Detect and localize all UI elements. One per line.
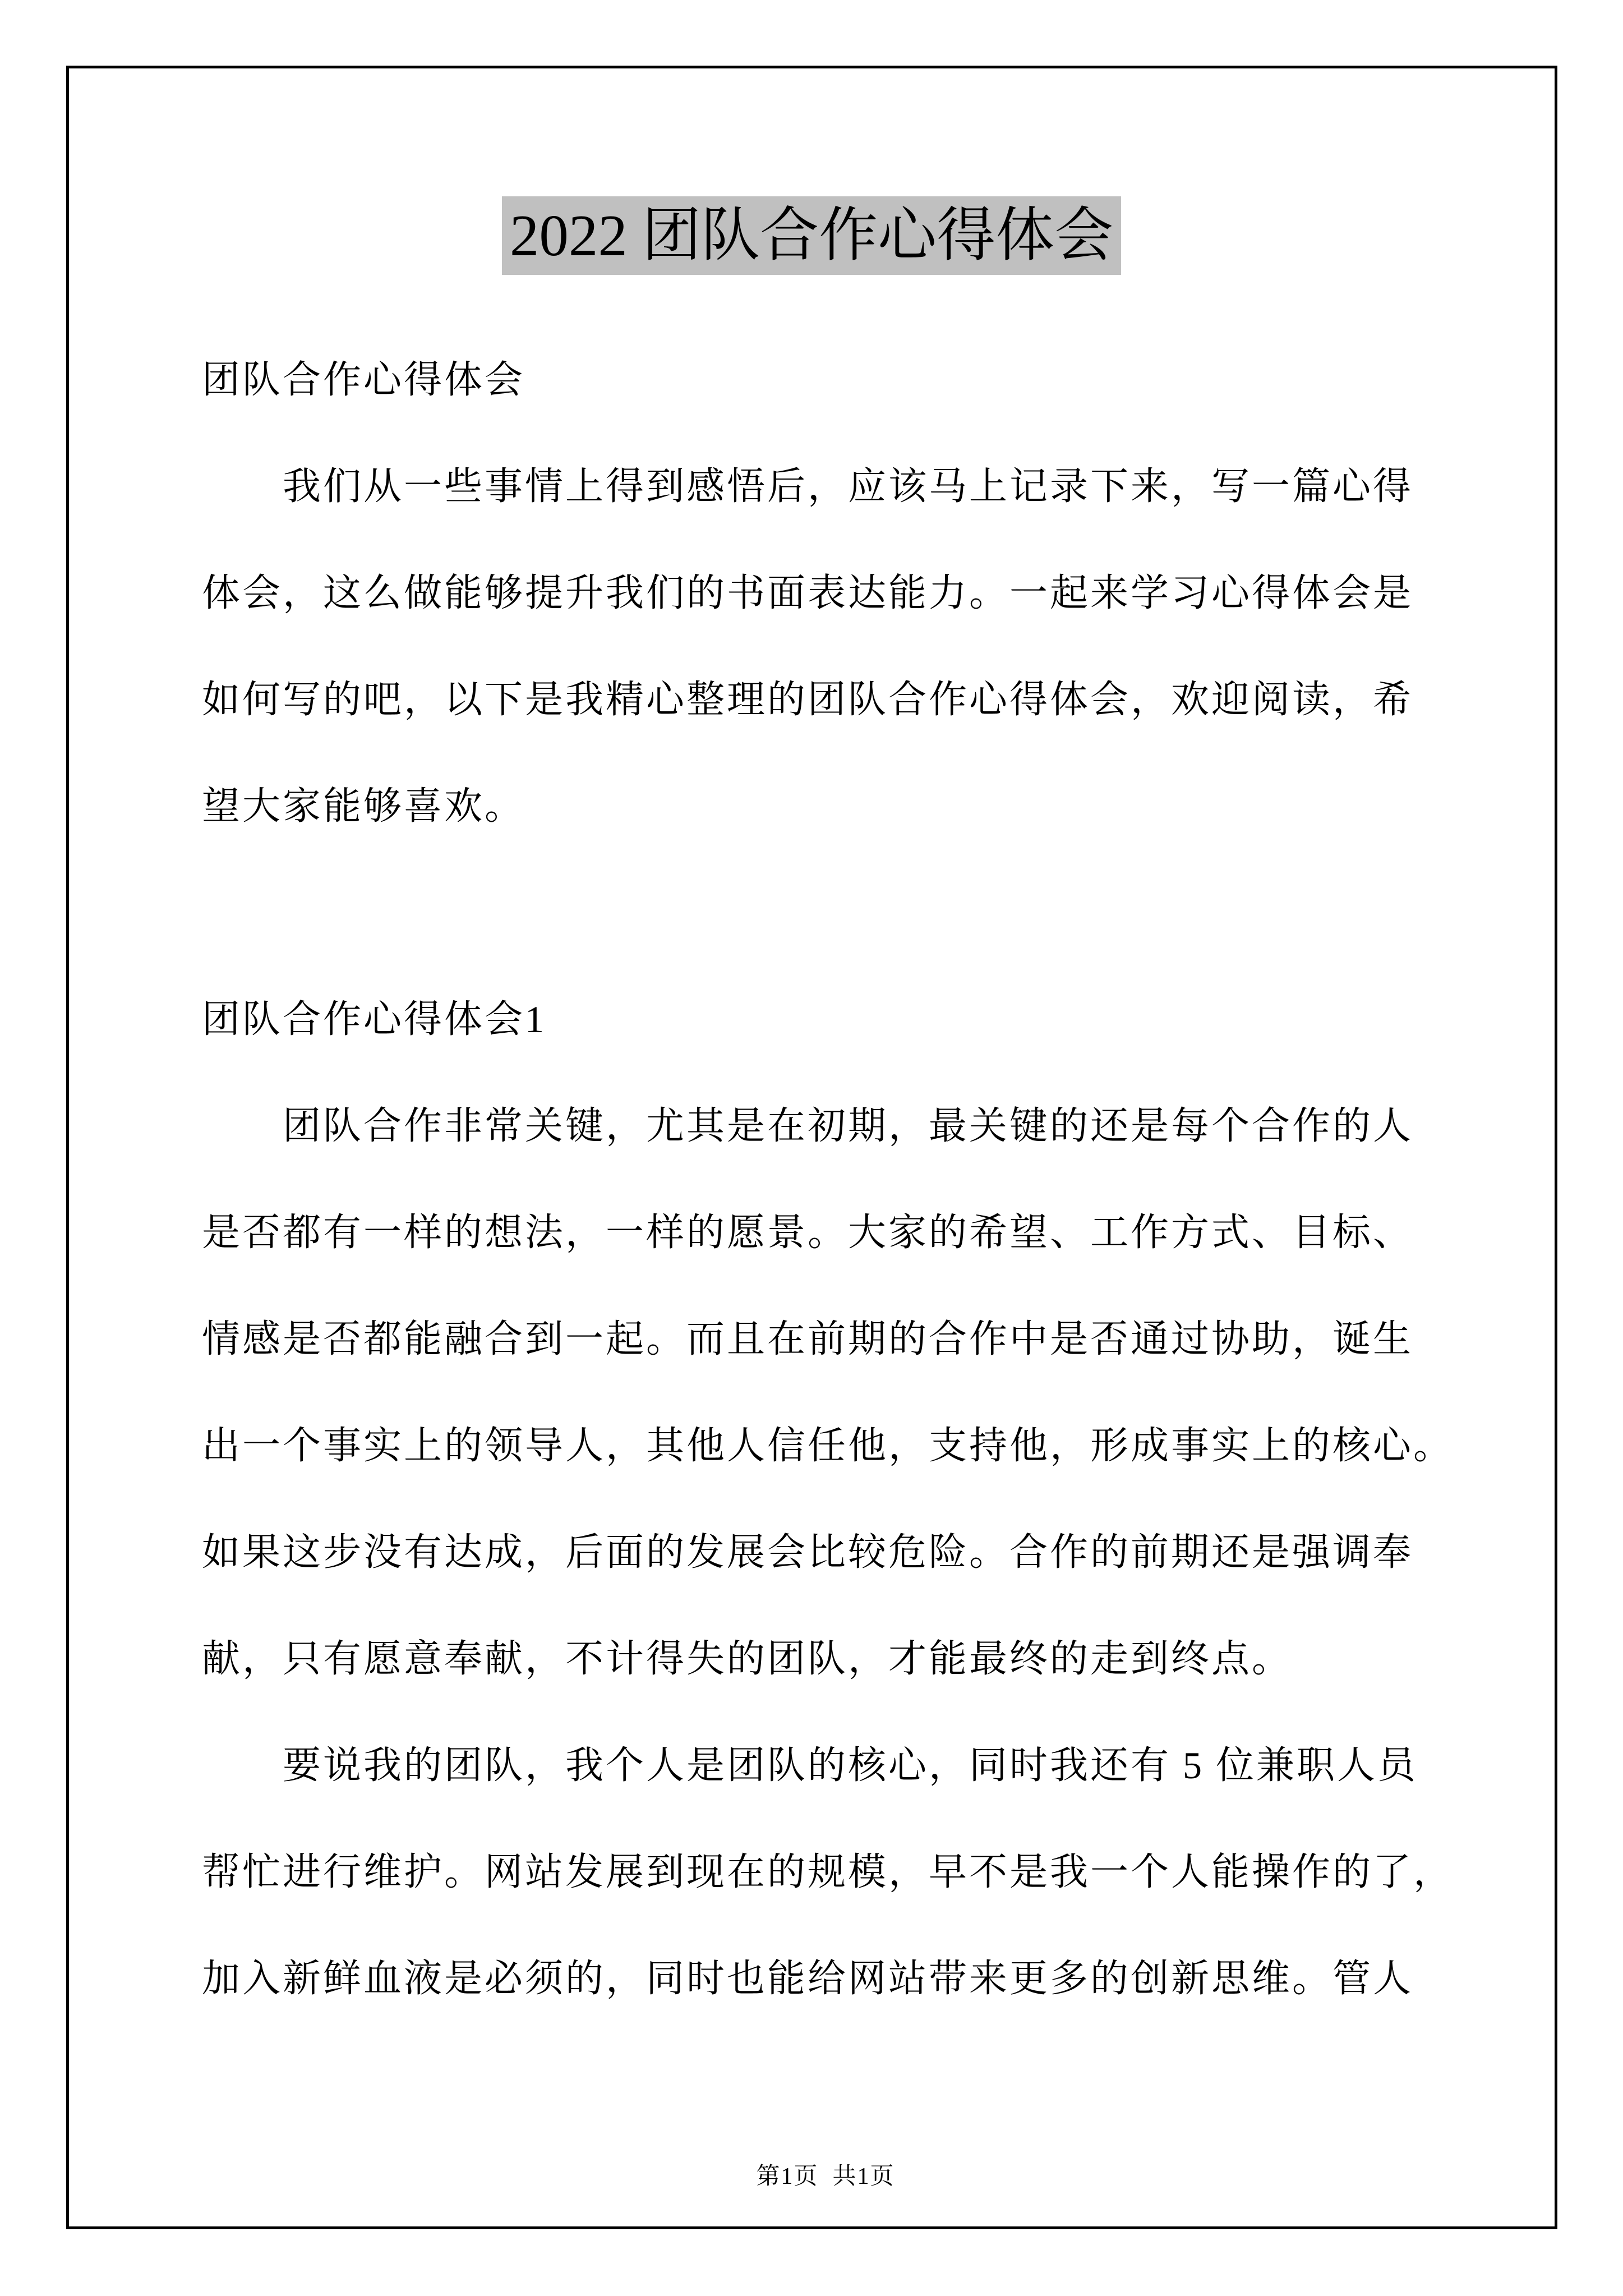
text-line: 团队合作非常关键，尤其是在初期，最关键的还是每个合作的人	[283, 1105, 1414, 1147]
text-line	[202, 859, 1424, 966]
text-line: 帮忙进行维护。网站发展到现在的规模，早不是我一个人能操作的了，	[202, 1851, 1454, 1893]
text-line: 团队合作心得体会	[202, 358, 525, 401]
document-title: 2022 团队合作心得体会	[502, 196, 1121, 275]
document-title-line	[0, 196, 1623, 275]
text-line: 如何写的吧，以下是我精心整理的团队合作心得体会，欢迎阅读，希	[202, 678, 1414, 721]
text-line: 加入新鲜血液是必须的，同时也能给网站带来更多的创新思维。管人	[202, 1957, 1414, 2000]
text-line: 我们从一些事情上得到感悟后，应该马上记录下来，写一篇心得	[283, 465, 1414, 508]
text-line: 情感是否都能融合到一起。而且在前期的合作中是否通过协助，诞生	[202, 1318, 1414, 1360]
text-line: 望大家能够喜欢。	[202, 785, 525, 827]
text-line: 要说我的团队，我个人是团队的核心，同时我还有 5 位兼职人员	[283, 1744, 1418, 1787]
text-line: 体会，这么做能够提升我们的书面表达能力。一起来学习心得体会是	[202, 572, 1414, 614]
text-line: 如果这步没有达成，后面的发展会比较危险。合作的前期还是强调奉	[202, 1531, 1414, 1573]
text-line: 出一个事实上的领导人，其他人信任他，支持他，形成事实上的核心。	[202, 1424, 1454, 1467]
page-footer	[0, 2126, 1623, 2227]
text-line: 献，只有愿意奉献，不计得失的团队，才能最终的走到终点。	[202, 1637, 1293, 1680]
text-line: 是否都有一样的想法，一样的愿景。大家的希望、工作方式、目标、	[202, 1211, 1414, 1254]
page-number-text: 第1页 共1页	[756, 2164, 895, 2189]
text-line: 团队合作心得体会1	[202, 998, 547, 1041]
document-body	[202, 326, 1454, 2032]
